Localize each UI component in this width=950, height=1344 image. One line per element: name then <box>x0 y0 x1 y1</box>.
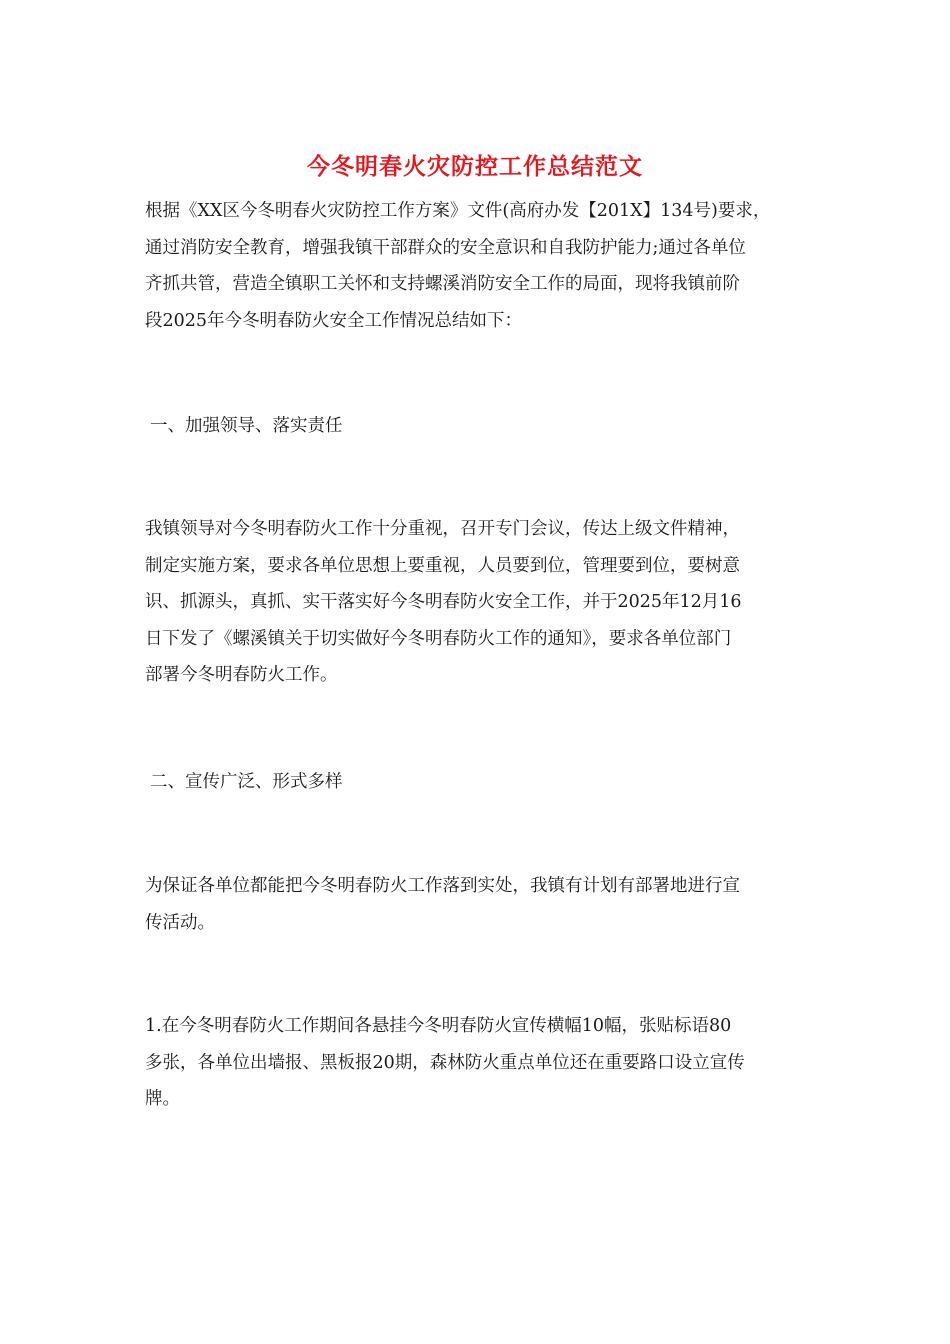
text-line: 我镇领导对今冬明春防火工作十分重视，召开专门会议，传达上级文件精神， <box>145 519 740 539</box>
text-line: 制定实施方案，要求各单位思想上要重视，人员要到位，管理要到位，要树意 <box>145 555 740 576</box>
text-line: 牌。 <box>145 1089 180 1109</box>
text-line: 通过消防安全教育，增强我镇干部群众的安全意识和自我防护能力;通过各单位 <box>145 237 746 258</box>
section2-paragraph <box>145 868 807 941</box>
text-line: 为保证各单位都能把今冬明春防火工作落到实处，我镇有计划有部署地进行宣 <box>145 876 740 896</box>
text-line: 识、抓源头，真抓、实干落实好今冬明春防火安全工作，并于2025年12月16 <box>145 592 742 612</box>
section2-item-1 <box>145 1008 807 1118</box>
section-heading-1: 一、加强领导、落实责任 <box>150 416 343 436</box>
section-heading-2: 二、宣传广泛、形式多样 <box>150 772 343 792</box>
text-line: 齐抓共管，营造全镇职工关怀和支持螺溪消防安全工作的局面，现将我镇前阶 <box>145 274 740 294</box>
text-line: 1.在今冬明春防火工作期间各悬挂今冬明春防火宣传横幅10幅，张贴标语80 <box>145 1016 732 1036</box>
text-line: 传活动。 <box>145 912 215 933</box>
text-line: 段2025年今冬明春防火安全工作情况总结如下： <box>145 310 523 331</box>
text-line: 根据《XX区今冬明春火灾防控工作方案》文件(高府办发【201X】134号)要求， <box>145 201 771 221</box>
document-title: 今冬明春火灾防控工作总结范文 <box>307 153 643 180</box>
section1-paragraph <box>145 511 807 694</box>
text-line: 多张，各单位出墙报、黑板报20期，森林防火重点单位还在重要路口设立宣传 <box>145 1052 745 1073</box>
text-line: 部署今冬明春防火工作。 <box>145 665 338 685</box>
intro-paragraph <box>145 193 807 339</box>
text-line: 日下发了《螺溪镇关于切实做好今冬明春防火工作的通知》，要求各单位部门 <box>145 628 732 649</box>
